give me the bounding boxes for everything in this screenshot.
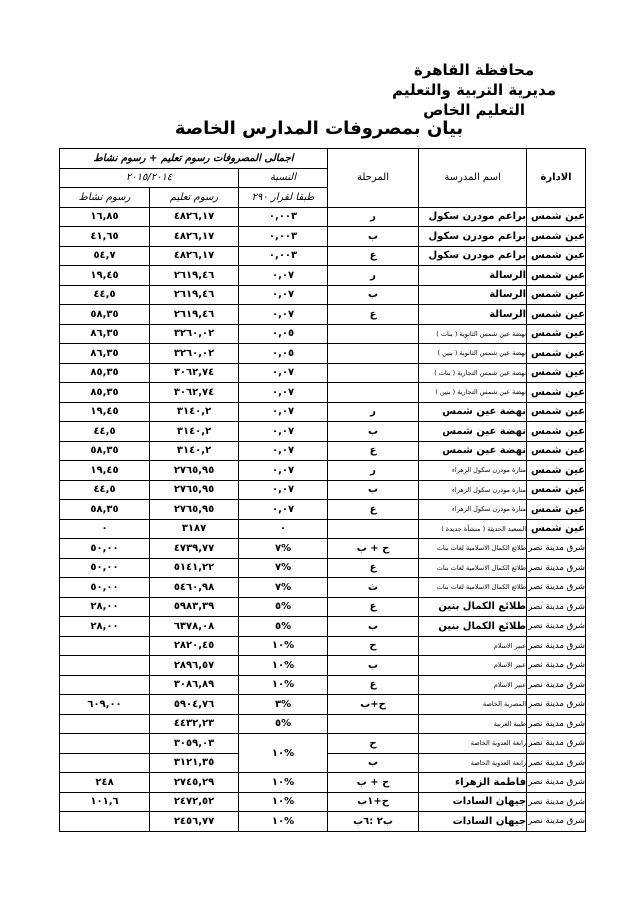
activity-cell: ٨٦,٣٥ <box>60 324 150 344</box>
stage-cell: ب٢ :٦ب <box>328 812 419 832</box>
table-row <box>60 792 586 812</box>
activity-cell <box>60 753 150 773</box>
percent-cell: %١٠ <box>239 792 328 812</box>
admin-cell: عين شمس <box>527 383 586 403</box>
admin-cell: شرق مدينة نصر <box>527 558 586 578</box>
table-row <box>60 773 586 793</box>
table-row <box>60 480 586 500</box>
directorate-header <box>392 60 556 120</box>
school-cell: المصرية الخاصة <box>419 695 527 715</box>
stage-cell: ح + ب <box>328 539 419 559</box>
school-cell: جيهان السادات <box>419 812 527 832</box>
table-row <box>60 246 586 266</box>
stage-cell <box>328 383 419 403</box>
tuition-cell: ٥٩٨٣,٣٩ <box>150 597 239 617</box>
activity-cell: ١٦,٨٥ <box>60 207 150 227</box>
stage-cell: ب <box>328 753 419 773</box>
table-row <box>60 714 586 734</box>
activity-cell: ٢٨,٠٠ <box>60 597 150 617</box>
percent-cell: %١٠ <box>239 656 328 676</box>
table-row <box>60 558 586 578</box>
table-row <box>60 675 586 695</box>
school-cell: طلائع الكمال الاسلامية لغات بنات <box>419 558 527 578</box>
admin-cell: عين شمس <box>527 441 586 461</box>
school-cell: الرسالة <box>419 305 527 325</box>
percent-cell: ٠,٠٧ <box>239 402 328 422</box>
percent-cell: %٧ <box>239 539 328 559</box>
tuition-cell: ٢٦١٩,٤٦ <box>150 305 239 325</box>
percent-cell: ٠,٠٧ <box>239 461 328 481</box>
stage-cell <box>328 714 419 734</box>
activity-cell: ١٩,٤٥ <box>60 402 150 422</box>
tuition-cell: ٤٨٢٦,١٧ <box>150 246 239 266</box>
percent-cell: %٥ <box>239 617 328 637</box>
column-header-school: اسم المدرسة <box>419 149 527 208</box>
activity-cell: ٨٥,٣٥ <box>60 383 150 403</box>
admin-cell: شرق مدينة نصر <box>527 792 586 812</box>
school-cell: نهضة عين شمس التجارية ( بنين ) <box>419 383 527 403</box>
column-header-admin: الادارة <box>527 149 586 208</box>
table-row <box>60 695 586 715</box>
school-cell: براعم مودرن سكول <box>419 207 527 227</box>
activity-cell: ٥٨,٣٥ <box>60 500 150 520</box>
school-cell: الرسالة <box>419 285 527 305</box>
percent-cell: ٠,٠٠٣ <box>239 246 328 266</box>
percent-cell: %٣ <box>239 695 328 715</box>
activity-cell: ٨٦,٣٥ <box>60 344 150 364</box>
percent-cell: %٧ <box>239 558 328 578</box>
tuition-cell: ٦٣٧٨,٠٨ <box>150 617 239 637</box>
admin-cell: عين شمس <box>527 324 586 344</box>
school-cell: منارة مودرن سكول الزهراء <box>419 461 527 481</box>
column-header-tuition: رسوم تعليم <box>150 188 239 208</box>
table-row <box>60 344 586 364</box>
admin-cell: عين شمس <box>527 363 586 383</box>
admin-cell: عين شمس <box>527 207 586 227</box>
stage-cell <box>328 519 419 539</box>
percent-cell: %١٠ <box>239 636 328 656</box>
tuition-cell: ٣١٤٠,٢ <box>150 441 239 461</box>
tuition-cell: ٣٢٦٠,٠٢ <box>150 324 239 344</box>
percent-cell: ٠,٠٧ <box>239 363 328 383</box>
school-cell: عبير الاسلام <box>419 636 527 656</box>
column-header-year: ٢٠١٥/٢٠١٤ <box>60 168 239 188</box>
table-row <box>60 656 586 676</box>
school-cell: طلائع الكمال الاسلامية لغات بنات <box>419 539 527 559</box>
activity-cell: ٤١,٦٥ <box>60 227 150 247</box>
percent-cell: ٠ <box>239 519 328 539</box>
tuition-cell: ٢٧٦٥,٩٥ <box>150 480 239 500</box>
stage-cell: ح <box>328 636 419 656</box>
school-cell: طلائع الكمال بنين <box>419 617 527 637</box>
governorate-line: محافظة القاهرة <box>413 61 535 79</box>
table-row <box>60 519 586 539</box>
stage-cell <box>328 363 419 383</box>
table-row <box>60 636 586 656</box>
stage-cell: ب <box>328 285 419 305</box>
school-cell: طيبة العربية <box>419 714 527 734</box>
tuition-cell: ٣١٨٧ <box>150 519 239 539</box>
school-cell: جيهان السادات <box>419 792 527 812</box>
stage-cell: ع <box>328 500 419 520</box>
tuition-cell: ٣١٢١,٣٥ <box>150 753 239 773</box>
percent-cell: ٠,٠٥ <box>239 344 328 364</box>
admin-cell: شرق مدينة نصر <box>527 578 586 598</box>
admin-cell: شرق مدينة نصر <box>527 617 586 637</box>
activity-cell: ١٩,٤٥ <box>60 266 150 286</box>
admin-cell: عين شمس <box>527 402 586 422</box>
stage-cell: ب <box>328 227 419 247</box>
school-cell: براعم مودرن سكول <box>419 246 527 266</box>
column-header-activity: رسوم نشاط <box>60 188 150 208</box>
school-cell: براعم مودرن سكول <box>419 227 527 247</box>
activity-cell: ٢٨,٠٠ <box>60 617 150 637</box>
admin-cell: عين شمس <box>527 422 586 442</box>
table-row <box>60 324 586 344</box>
tuition-cell: ٣٠٦٢,٧٤ <box>150 383 239 403</box>
tuition-cell: ٢٨٩٦,٥٧ <box>150 656 239 676</box>
table-row <box>60 363 586 383</box>
activity-cell <box>60 636 150 656</box>
column-header-decree: طبقا لقرار ٢٩٠ <box>239 188 328 208</box>
activity-cell: ٥٠,٠٠ <box>60 558 150 578</box>
percent-cell: %١٠ <box>239 675 328 695</box>
tuition-cell: ٥٩٠٤,٧٦ <box>150 695 239 715</box>
table-row <box>60 500 586 520</box>
table-row <box>60 441 586 461</box>
stage-cell: ب <box>328 617 419 637</box>
activity-cell: ٥٠,٠٠ <box>60 539 150 559</box>
admin-cell: عين شمس <box>527 461 586 481</box>
school-cell: نهضة عين شمس التجارية ( بنات ) <box>419 363 527 383</box>
tuition-cell: ٢٧٤٥,٢٩ <box>150 773 239 793</box>
tuition-cell: ٢٧٦٥,٩٥ <box>150 461 239 481</box>
percent-cell: ٠,٠٠٣ <box>239 227 328 247</box>
admin-cell: عين شمس <box>527 227 586 247</box>
admin-cell: شرق مدينة نصر <box>527 636 586 656</box>
percent-cell: ٠,٠٧ <box>239 480 328 500</box>
percent-cell: %٧ <box>239 578 328 598</box>
school-cell: فاطمة الزهراء <box>419 773 527 793</box>
table-row <box>60 734 586 754</box>
table-row <box>60 617 586 637</box>
activity-cell <box>60 714 150 734</box>
tuition-cell: ٣٠٥٩,٠٣ <box>150 734 239 754</box>
table-row <box>60 266 586 286</box>
activity-cell: ٢٤٨ <box>60 773 150 793</box>
fees-table <box>59 148 586 832</box>
activity-cell: ٥٨,٣٥ <box>60 441 150 461</box>
admin-cell: شرق مدينة نصر <box>527 597 586 617</box>
activity-cell: ٨٥,٣٥ <box>60 363 150 383</box>
table-row <box>60 207 586 227</box>
table-row <box>60 305 586 325</box>
school-cell: نهضة عين شمس <box>419 422 527 442</box>
table-row <box>60 383 586 403</box>
table-row <box>60 461 586 481</box>
tuition-cell: ٣١٤٠,٢ <box>150 422 239 442</box>
school-cell: نهضة عين شمس <box>419 402 527 422</box>
percent-cell: %١٠ <box>239 734 328 773</box>
tuition-cell: ٢٦١٩,٤٦ <box>150 266 239 286</box>
activity-cell: ٥٤,٧ <box>60 246 150 266</box>
school-cell: نهضة عين شمس <box>419 441 527 461</box>
percent-cell: ٠,٠٧ <box>239 422 328 442</box>
stage-cell: ع <box>328 558 419 578</box>
percent-cell: ٠,٠٧ <box>239 500 328 520</box>
stage-cell: ع <box>328 246 419 266</box>
percent-cell: %٥ <box>239 597 328 617</box>
table-row <box>60 539 586 559</box>
stage-cell: ب <box>328 422 419 442</box>
school-cell: طلائع الكمال الاسلامية لغات بنات <box>419 578 527 598</box>
admin-cell: شرق مدينة نصر <box>527 753 586 773</box>
admin-cell: شرق مدينة نصر <box>527 812 586 832</box>
tuition-cell: ٥١٤١,٢٢ <box>150 558 239 578</box>
admin-cell: شرق مدينة نصر <box>527 656 586 676</box>
activity-cell <box>60 734 150 754</box>
activity-cell: ١٩,٤٥ <box>60 461 150 481</box>
stage-cell: ع <box>328 597 419 617</box>
admin-cell: عين شمس <box>527 285 586 305</box>
stage-cell: ح+ب <box>328 695 419 715</box>
column-header-percent: النسبة <box>239 168 328 188</box>
percent-cell: %١٠ <box>239 773 328 793</box>
admin-cell: عين شمس <box>527 344 586 364</box>
stage-cell: ب <box>328 656 419 676</box>
tuition-cell: ٣٢٦٠,٠٢ <box>150 344 239 364</box>
stage-cell: ح+١ب <box>328 792 419 812</box>
table-row <box>60 422 586 442</box>
school-cell: عبير الاسلام <box>419 656 527 676</box>
percent-cell: %١٠ <box>239 812 328 832</box>
admin-cell: عين شمس <box>527 266 586 286</box>
table-row <box>60 578 586 598</box>
activity-cell: ٤٤,٥ <box>60 422 150 442</box>
tuition-cell: ٢٨٢٠,٤٥ <box>150 636 239 656</box>
activity-cell: ١٠١,٦ <box>60 792 150 812</box>
column-header-stage: المرحلة <box>328 149 419 208</box>
admin-cell: شرق مدينة نصر <box>527 734 586 754</box>
tuition-cell: ٣٠٦٢,٧٤ <box>150 363 239 383</box>
table-row <box>60 597 586 617</box>
tuition-cell: ٤٨٢٦,١٧ <box>150 227 239 247</box>
stage-cell: ر <box>328 402 419 422</box>
tuition-cell: ٢٤٥٦,٧٧ <box>150 812 239 832</box>
stage-cell: ح <box>328 734 419 754</box>
percent-cell: ٠,٠٠٣ <box>239 207 328 227</box>
stage-cell: ث <box>328 578 419 598</box>
admin-cell: عين شمس <box>527 519 586 539</box>
activity-cell: ٤٤,٥ <box>60 285 150 305</box>
table-row <box>60 285 586 305</box>
stage-cell: ر <box>328 266 419 286</box>
activity-cell <box>60 812 150 832</box>
activity-cell: ٠ <box>60 519 150 539</box>
tuition-cell: ٢٧٦٥,٩٥ <box>150 500 239 520</box>
activity-cell: ٦٠٩,٠٠ <box>60 695 150 715</box>
tuition-cell: ٤٧٣٩,٧٧ <box>150 539 239 559</box>
percent-cell: ٠,٠٧ <box>239 441 328 461</box>
admin-cell: شرق مدينة نصر <box>527 714 586 734</box>
percent-cell: %٥ <box>239 714 328 734</box>
stage-cell: ر <box>328 461 419 481</box>
tuition-cell: ٢٤٧٢,٥٢ <box>150 792 239 812</box>
stage-cell <box>328 324 419 344</box>
percent-cell: ٠,٠٥ <box>239 324 328 344</box>
stage-cell: ع <box>328 675 419 695</box>
tuition-cell: ٣٠٨٦,٨٩ <box>150 675 239 695</box>
activity-cell: ٥٨,٣٥ <box>60 305 150 325</box>
percent-cell: ٠,٠٧ <box>239 305 328 325</box>
stage-cell: ب <box>328 480 419 500</box>
school-cell: منارة مودرن سكول الزهراء <box>419 500 527 520</box>
percent-cell: ٠,٠٧ <box>239 285 328 305</box>
column-header-total: اجمالى المصروفات رسوم تعليم + رسوم نشاط <box>60 149 328 169</box>
stage-cell <box>328 344 419 364</box>
admin-cell: شرق مدينة نصر <box>527 539 586 559</box>
activity-cell <box>60 675 150 695</box>
admin-cell: شرق مدينة نصر <box>527 675 586 695</box>
stage-cell: ح + ب <box>328 773 419 793</box>
table-row <box>60 402 586 422</box>
directorate-line: مديرية التربية والتعليم <box>392 81 556 99</box>
activity-cell: ٥٠,٠٠ <box>60 578 150 598</box>
tuition-cell: ٤٨٢٦,١٧ <box>150 207 239 227</box>
admin-cell: شرق مدينة نصر <box>527 695 586 715</box>
school-cell: طلائع الكمال بنين <box>419 597 527 617</box>
admin-cell: عين شمس <box>527 500 586 520</box>
admin-cell: عين شمس <box>527 480 586 500</box>
stage-cell: ع <box>328 305 419 325</box>
school-cell: رابعة العدوية الخاصة <box>419 734 527 754</box>
admin-cell: عين شمس <box>527 246 586 266</box>
activity-cell <box>60 656 150 676</box>
tuition-cell: ٤٤٣٢,٢٣ <box>150 714 239 734</box>
stage-cell: ع <box>328 441 419 461</box>
tuition-cell: ٢٦١٩,٤٦ <box>150 285 239 305</box>
admin-cell: شرق مدينة نصر <box>527 773 586 793</box>
tuition-cell: ٥٤٦٠,٩٨ <box>150 578 239 598</box>
table-row <box>60 227 586 247</box>
school-cell: منارة مودرن سكول الزهراء <box>419 480 527 500</box>
school-cell: نهضة عين شمس الثانوية ( بنات ) <box>419 324 527 344</box>
percent-cell: ٠,٠٧ <box>239 383 328 403</box>
school-cell: الرسالة <box>419 266 527 286</box>
page-title: بيان بمصروفات المدارس الخاصة <box>174 118 464 139</box>
activity-cell: ٤٤,٥ <box>60 480 150 500</box>
percent-cell: ٠,٠٧ <box>239 266 328 286</box>
school-cell: عبير الاسلام <box>419 675 527 695</box>
school-cell: نهضة عين شمس الثانوية ( بنين ) <box>419 344 527 364</box>
department-line: التعليم الخاص <box>423 101 526 119</box>
school-cell: رابعة العدوية الخاصة <box>419 753 527 773</box>
admin-cell: عين شمس <box>527 305 586 325</box>
stage-cell: ر <box>328 207 419 227</box>
school-cell: السعيد الحديثة ( منشأة جديدة ) <box>419 519 527 539</box>
table-row <box>60 812 586 832</box>
tuition-cell: ٣١٤٠,٢ <box>150 402 239 422</box>
